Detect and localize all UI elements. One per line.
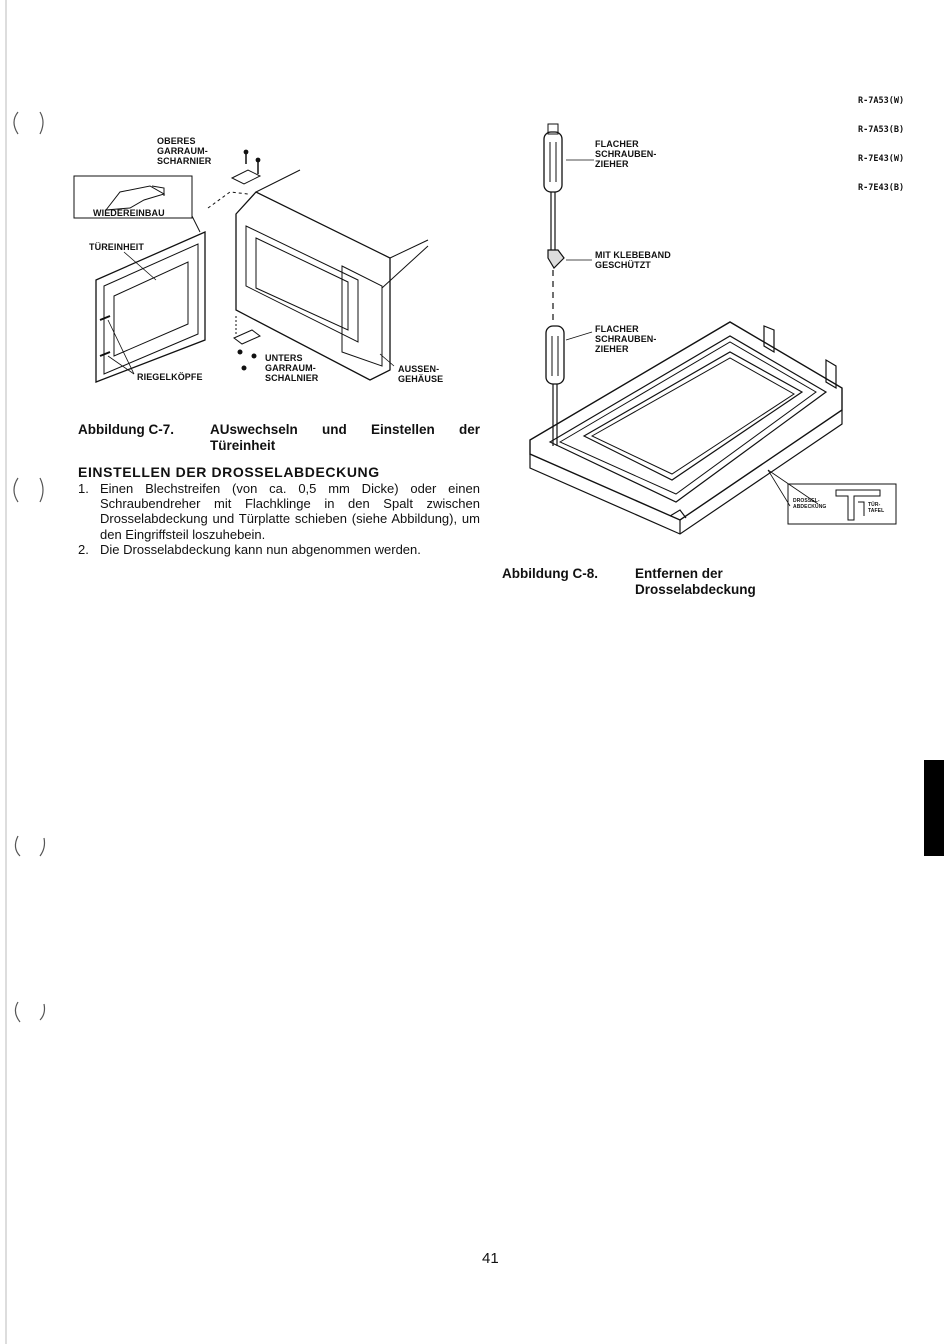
page-number: 41	[482, 1250, 499, 1267]
model-number: R-7E43(W)	[858, 153, 905, 164]
binding-marks	[0, 0, 60, 1344]
label-tureinheit: TÜREINHEIT	[89, 242, 144, 252]
model-number: R-7A53(B)	[858, 124, 905, 135]
figure-c8-caption-label: Abbildung C-8.	[502, 566, 598, 581]
label-mit-klebeband: MIT KLEBEBAND GESCHÜTZT	[595, 250, 671, 270]
label-flacher-schraubenzieher: FLACHER SCHRAUBEN- ZIEHER	[595, 139, 657, 169]
figure-c7-caption-label: Abbildung C-7.	[78, 422, 174, 437]
label-turtafel: TÜR- TAFEL	[868, 502, 885, 514]
figure-c8-caption-text: Entfernen der Drosselabdeckung	[635, 566, 756, 597]
step-text: Einen Blechstreifen (von ca. 0,5 mm Dicke) oder einen Schraubendreher mit Flachklinge in den Spalt zwischen Drosselabdeckung und Türplatte schieben (siehe Abbildung), um den Eingriffsteil loszuhebein.	[100, 481, 480, 542]
step-number: 1.	[78, 481, 89, 496]
step-text: Die Drosselabdeckung kann nun abgenommen werden.	[100, 542, 421, 557]
section-heading: EINSTELLEN DER DROSSELABDECKUNG	[78, 464, 380, 480]
label-aussengehause: AUSSEN- GEHÄUSE	[398, 364, 444, 384]
figure-c7-caption-text: AUswechseln und Einstellen der Türeinheit	[210, 422, 480, 453]
label-flacher-schraubenzieher: FLACHER SCHRAUBEN- ZIEHER	[595, 324, 657, 354]
label-oberes-scharnier: OBERES GARRAUM- SCHARNIER	[157, 136, 212, 166]
label-drosselabdeckung: DROSSEL- ABDECKUNG	[793, 498, 827, 510]
model-number: R-7A53(W)	[858, 96, 905, 107]
figure-c8-drawing	[520, 120, 900, 560]
section-tab-marker	[924, 760, 944, 856]
step-number: 2.	[78, 542, 89, 557]
label-riegelkopfe: RIEGELKÖPFE	[137, 372, 203, 382]
model-number: R-7E43(B)	[858, 182, 905, 193]
label-wiedereinbau: WIEDEREINBAU	[93, 208, 165, 218]
label-unteres-scharnier: UNTERS GARRAUM- SCHALNIER	[265, 353, 319, 383]
